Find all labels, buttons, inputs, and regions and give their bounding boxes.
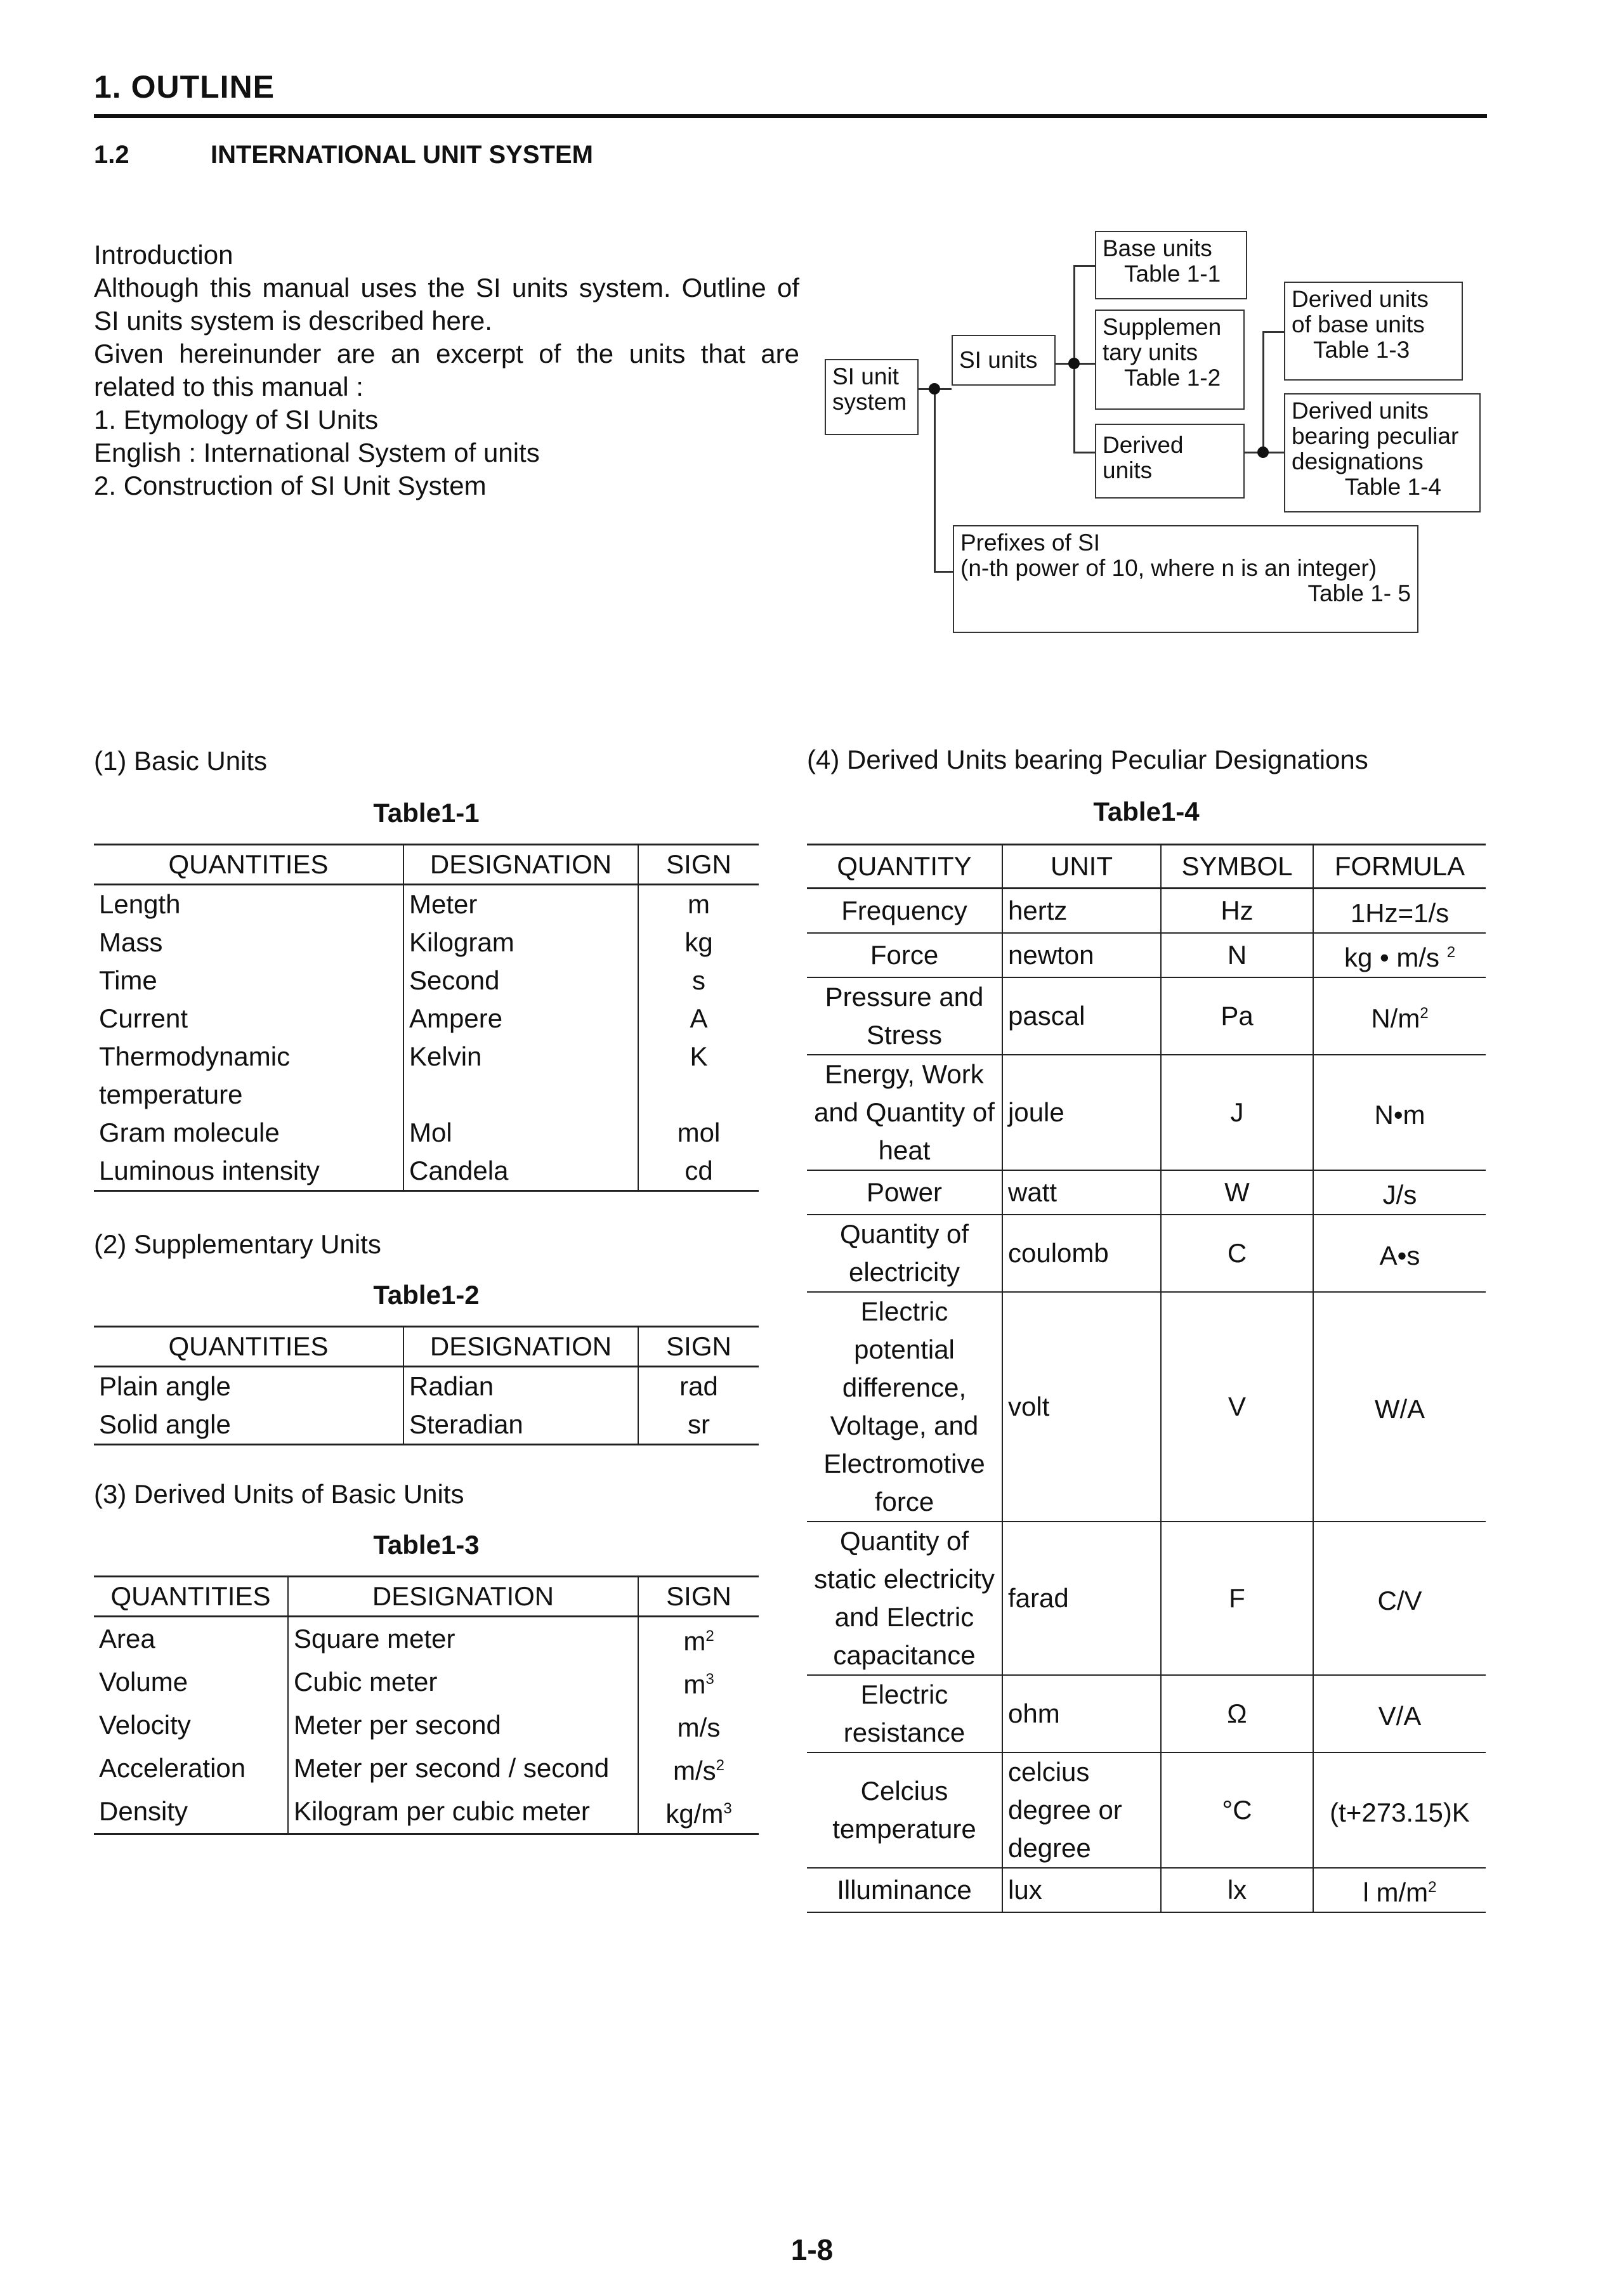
formula-text: J/s [1382,1180,1417,1210]
prefixes-box [953,525,1418,633]
intro-line: Introduction [94,240,233,270]
formula-cell [1313,1215,1486,1292]
junction-dot [1257,447,1269,458]
table-caption: Table1-4 [1093,797,1200,826]
symbol-cell: W [1161,1170,1313,1215]
box-line: Derived [1103,432,1184,458]
cell: Area [99,1624,155,1654]
cell: Luminous intensity [99,1156,320,1185]
cell: K [638,1038,759,1076]
cell-line: newton [1008,940,1094,970]
cell: Length [99,889,181,919]
table-row [807,889,1486,934]
junction-dot [1068,358,1080,369]
intro-line: 1. Etymology of SI Units [94,405,379,434]
formula-text: W/A [1374,1394,1425,1424]
cell [638,1660,759,1704]
formula-cell [1313,1675,1486,1752]
col-header: DESIGNATION [403,1327,638,1367]
col-header: UNIT [1002,845,1161,889]
connector [934,388,936,572]
quantity-cell [807,1170,1002,1215]
sign-exponent: 3 [705,1671,714,1688]
symbol-cell: Pa [1161,977,1313,1055]
cell-line: Force [870,940,939,970]
table-row [94,1660,759,1704]
cell-line: Quantity of [839,1219,969,1249]
formula-cell [1313,889,1486,934]
box-line: SI unit [832,363,899,389]
sign-text: m/s [672,1756,716,1785]
box-line: units [1103,457,1153,483]
si-units-box [952,335,1056,386]
cell [638,1790,759,1834]
cell-line: and Quantity of [814,1097,995,1127]
table-row [807,1292,1486,1522]
sign-text: m [683,1669,706,1699]
formula-exponent: 2 [1428,1879,1437,1896]
formula-text: kg • m/s [1344,943,1447,972]
section-number: 1.2 [94,141,129,169]
box-line: Derived units [1292,398,1429,424]
cell-line: Illuminance [837,1875,972,1905]
unit-cell [1002,1675,1161,1752]
formula-text: C/V [1377,1586,1422,1615]
quantity-cell [807,1215,1002,1292]
unit-cell [1002,1292,1161,1522]
table-row [807,1675,1486,1752]
cell-line: and Electric [834,1602,974,1632]
col-header: QUANTITY [807,845,1002,889]
cell-line: difference, [842,1373,967,1402]
col-header: SIGN [638,1327,759,1367]
cell-line: Power [866,1177,943,1207]
section-heading: (4) Derived Units bearing Peculiar Designations [807,745,1368,774]
table-row [94,1790,759,1834]
formula-text: 1Hz=1/s [1350,898,1450,928]
cell-line: Electric [860,1680,948,1709]
cell [638,1076,759,1114]
intro-line: SI units system is described here. [94,306,492,336]
cell-line: hertz [1008,896,1068,925]
quantity-cell [807,1055,1002,1170]
cell [638,1617,759,1661]
cell: m [638,885,759,924]
formula-cell [1313,977,1486,1055]
formula-text: N/m [1371,1003,1420,1033]
formula-text: l m/m [1363,1877,1429,1907]
sign-text: kg/m [665,1799,724,1829]
cell: Plain angle [99,1371,231,1401]
symbol-cell: J [1161,1055,1313,1170]
box-line: designations [1292,448,1424,474]
cell: Square meter [288,1617,638,1661]
quantity-cell [807,977,1002,1055]
cell: Velocity [99,1710,191,1740]
table-row [94,1038,759,1076]
cell: s [638,962,759,1000]
derived-units-box [1095,424,1245,499]
box-line: Derived units [1292,286,1429,312]
box-line: Base units [1103,235,1212,261]
table-row [94,923,759,962]
symbol-cell: V [1161,1292,1313,1522]
connector [1262,331,1264,453]
unit-cell [1002,1055,1161,1170]
cell-line: pascal [1008,1001,1085,1031]
cell: Meter per second / second [288,1747,638,1790]
cell: temperature [99,1080,243,1109]
formula-text: A•s [1379,1241,1420,1270]
formula-cell [1313,1868,1486,1912]
table-row [94,1367,759,1406]
cell: Meter per second [288,1704,638,1747]
cell: Acceleration [99,1753,246,1783]
chapter-title: 1. OUTLINE [94,69,275,105]
table-row [807,1055,1486,1170]
unit-cell [1002,1868,1161,1912]
sign-text: m/s [677,1712,721,1742]
table-row [807,1868,1486,1912]
cell [638,1747,759,1790]
table-row [94,1000,759,1038]
quantity-cell [807,933,1002,977]
formula-exponent: 2 [1446,944,1456,961]
box-line: SI units [959,347,1038,373]
formula-text: (t+273.15)K [1330,1797,1470,1827]
box-line: bearing peculiar [1292,423,1459,449]
junction-dot [929,383,940,395]
symbol-cell: Hz [1161,889,1313,934]
col-header: SYMBOL [1161,845,1313,889]
table-row [94,1152,759,1191]
cell-line: Pressure and [825,982,984,1012]
formula-cell [1313,1292,1486,1522]
table-row [94,1747,759,1790]
cell: Mass [99,927,163,957]
formula-cell [1313,1055,1486,1170]
cell: mol [638,1114,759,1152]
table-row [94,1114,759,1152]
box-line: Table 1-1 [1124,261,1221,287]
box-line: of base units [1292,311,1425,337]
connector [1073,265,1095,267]
cell-line: Quantity of [839,1526,969,1556]
quantity-cell [807,1675,1002,1752]
supplementary-units-table [94,1326,759,1445]
symbol-cell: F [1161,1522,1313,1675]
section-heading: (2) Supplementary Units [94,1229,381,1259]
table-caption: Table1-1 [373,798,480,828]
cell: rad [638,1367,759,1406]
symbol-cell: lx [1161,1868,1313,1912]
derived-of-base-box [1284,282,1463,381]
cell: Thermodynamic [99,1041,291,1071]
cell: sr [638,1406,759,1445]
sign-exponent: 2 [716,1757,724,1774]
unit-cell [1002,1215,1161,1292]
table-row [807,1752,1486,1868]
peculiar-units-table [807,844,1486,1913]
cell: Current [99,1003,188,1033]
connector [934,571,953,573]
box-line: system [832,389,907,415]
intro-text [94,238,799,502]
cell: Meter [403,885,638,924]
section-heading: (1) Basic Units [94,746,268,776]
col-header: QUANTITIES [110,1581,271,1611]
box-line: Supplemen [1103,314,1222,340]
unit-cell [1002,933,1161,977]
cell: Mol [403,1114,638,1152]
sign-text: m [683,1626,706,1656]
cell-line: lux [1008,1875,1042,1905]
cell: Solid angle [99,1409,231,1439]
symbol-cell: °C [1161,1752,1313,1868]
formula-cell [1313,1522,1486,1675]
quantity-cell [807,1868,1002,1912]
cell-line: Electric [860,1296,948,1326]
cell [403,1076,638,1114]
col-header: SIGN [638,1577,759,1617]
cell: Kilogram per cubic meter [288,1790,638,1834]
cell: Gram molecule [99,1118,280,1147]
cell-line: force [874,1487,934,1517]
col-header: DESIGNATION [403,845,638,885]
quantity-cell [807,1522,1002,1675]
table-caption: Table1-2 [373,1280,480,1310]
cell-line: temperature [832,1814,976,1844]
cell-line: heat [878,1135,931,1165]
col-header: QUANTITIES [168,849,329,879]
formula-text: V/A [1378,1701,1422,1731]
cell: Radian [403,1367,638,1406]
cell: Kilogram [403,923,638,962]
cell-line: coulomb [1008,1238,1109,1268]
cell-line: Stress [866,1020,943,1050]
table-row [807,977,1486,1055]
intro-line: Given hereinunder are an excerpt of the units that are [94,339,799,369]
chapter-rule [94,114,1487,118]
derived-basic-units-table [94,1575,759,1835]
cell: Kelvin [403,1038,638,1076]
formula-cell [1313,933,1486,977]
box-line: Table 1-2 [1124,365,1221,391]
cell-line: Frequency [841,896,967,925]
formula-cell [1313,1170,1486,1215]
col-header: SIGN [638,845,759,885]
cell-line: degree or [1008,1795,1122,1825]
table-row [94,1076,759,1114]
col-header: FORMULA [1313,845,1486,889]
cell-line: Celcius [860,1776,948,1806]
basic-units-table [94,844,759,1192]
cell: Second [403,962,638,1000]
cell-line: ohm [1008,1699,1060,1728]
table-row [94,1406,759,1445]
cell: Steradian [403,1406,638,1445]
formula-exponent: 2 [1420,1005,1429,1022]
supplementary-units-box [1095,310,1245,410]
cell-line: capacitance [833,1640,976,1670]
table-caption: Table1-3 [373,1530,480,1560]
quantity-cell [807,1752,1002,1868]
intro-line: related to this manual : [94,372,363,401]
box-line: tary units [1103,339,1198,365]
cell-line: static electricity [814,1564,995,1594]
connector [1262,331,1284,333]
unit-cell [1002,889,1161,934]
cell: Time [99,965,157,995]
box-line: Table 1-4 [1344,474,1441,500]
unit-cell [1002,1522,1161,1675]
col-header: QUANTITIES [168,1331,329,1361]
table-row [94,962,759,1000]
cell-line: Energy, Work [825,1059,984,1089]
formula-cell [1313,1752,1486,1868]
box-line: Table 1-3 [1313,337,1410,363]
derived-peculiar-box [1284,393,1481,512]
symbol-cell: Ω [1161,1675,1313,1752]
cell-line: potential [854,1334,955,1364]
box-line: (n-th power of 10, where n is an integer) [960,555,1377,581]
cell-line: farad [1008,1583,1069,1613]
table-row [94,885,759,924]
cell: Candela [403,1152,638,1191]
quantity-cell [807,889,1002,934]
table-row [807,1215,1486,1292]
quantity-cell [807,1292,1002,1522]
cell-line: volt [1008,1392,1050,1421]
page-number: 1-8 [790,2233,834,2266]
table-row [807,1522,1486,1675]
cell: Volume [99,1667,188,1697]
box-line: Table 1- 5 [1307,580,1411,606]
box-line: Prefixes of SI [960,530,1101,556]
cell-line: resistance [843,1718,966,1747]
cell-line: electricity [848,1257,960,1287]
cell-line: degree [1008,1833,1091,1863]
cell: Density [99,1796,188,1826]
formula-text: N•m [1374,1100,1425,1130]
table-row [94,1704,759,1747]
cell-line: watt [1008,1177,1058,1207]
si-unit-system-box [825,359,919,435]
intro-line: 2. Construction of SI Unit System [94,471,487,500]
cell: kg [638,923,759,962]
col-header: DESIGNATION [288,1577,638,1617]
table-row [807,933,1486,977]
table-row [807,1170,1486,1215]
section-title: INTERNATIONAL UNIT SYSTEM [211,141,593,169]
symbol-cell: N [1161,933,1313,977]
intro-line: Although this manual uses the SI units system. Outline of [94,273,799,303]
cell: Cubic meter [288,1660,638,1704]
cell: A [638,1000,759,1038]
cell: cd [638,1152,759,1191]
unit-cell [1002,1752,1161,1868]
sign-exponent: 3 [723,1800,732,1817]
cell-line: celcius [1008,1757,1090,1787]
unit-cell [1002,977,1161,1055]
cell [638,1704,759,1747]
cell-line: Electromotive [823,1449,985,1478]
symbol-cell: C [1161,1215,1313,1292]
section-heading: (3) Derived Units of Basic Units [94,1479,464,1509]
cell: Ampere [403,1000,638,1038]
connector [1073,452,1095,453]
intro-line: English : International System of units [94,438,540,467]
cell-line: Voltage, and [830,1411,979,1440]
cell-line: joule [1008,1097,1064,1127]
base-units-box [1095,231,1247,299]
unit-cell [1002,1170,1161,1215]
table-row [94,1617,759,1661]
sign-exponent: 2 [705,1627,714,1645]
